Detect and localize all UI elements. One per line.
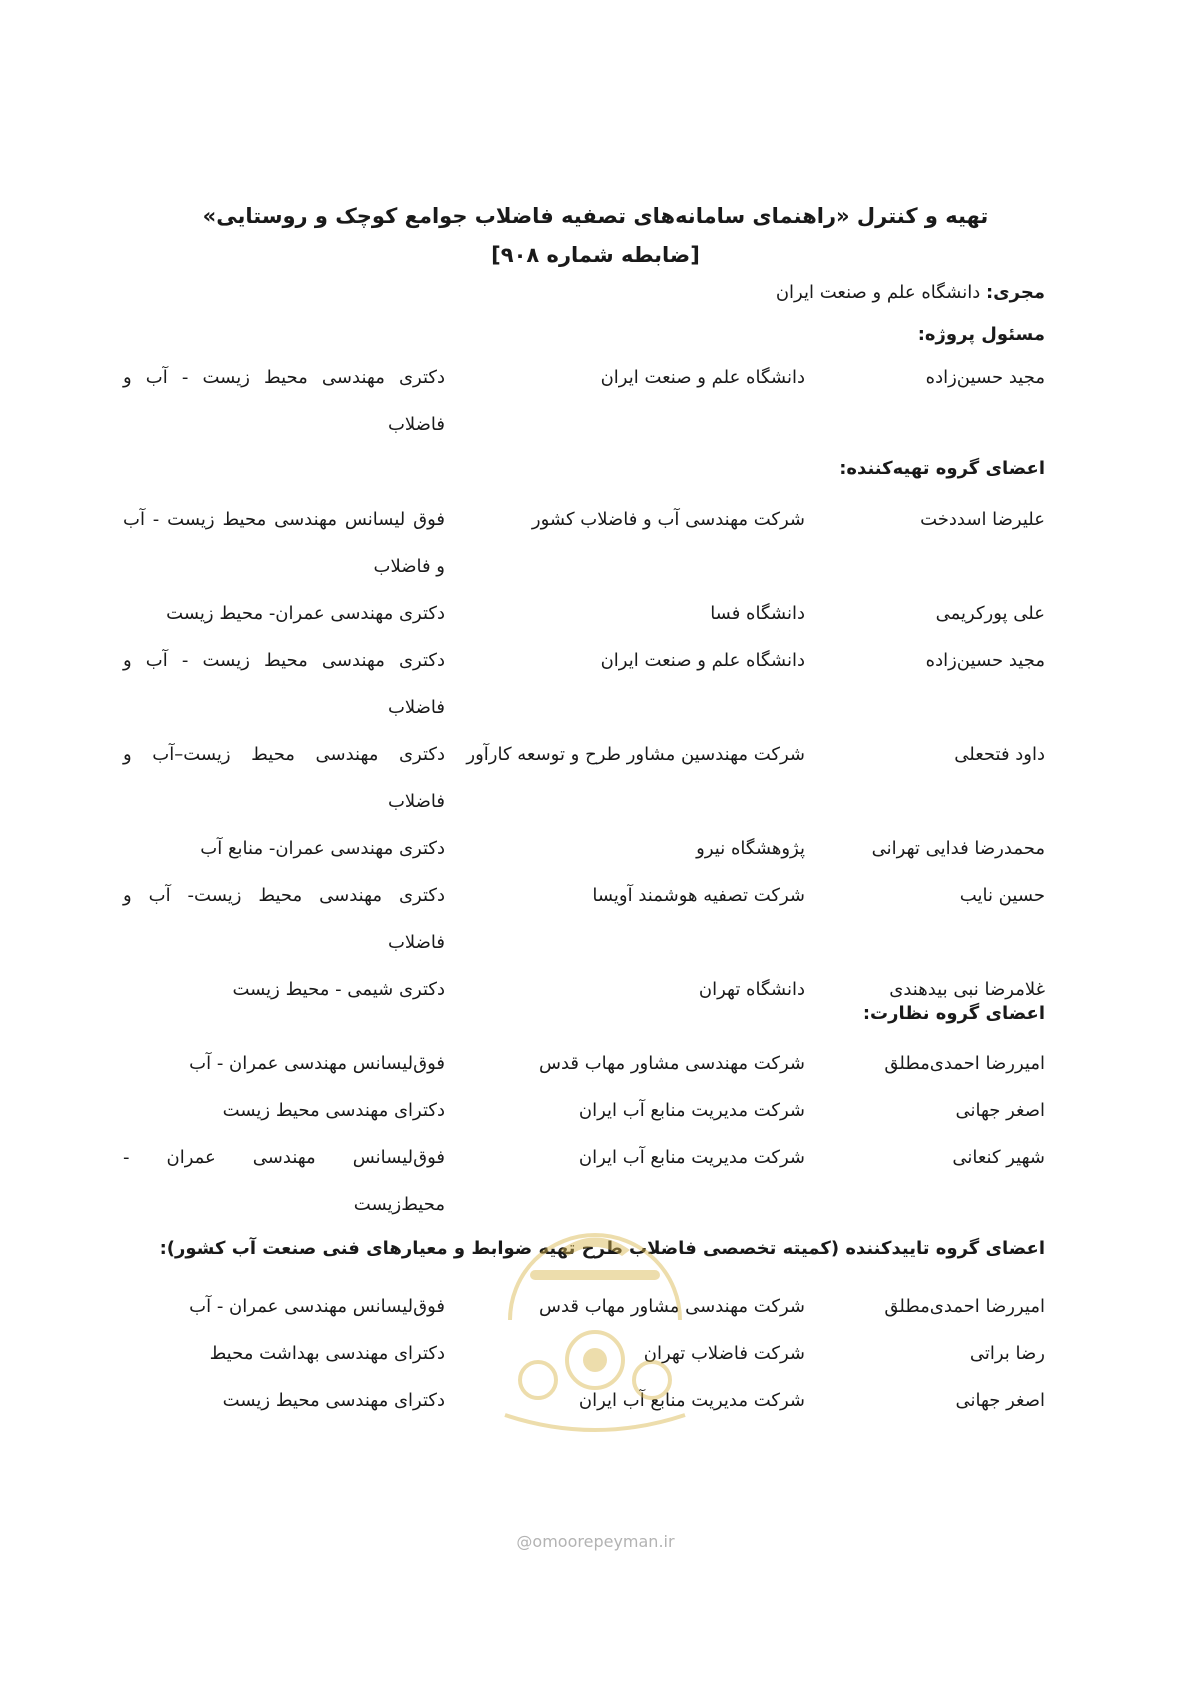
member-degree: فوق‌لیسانس مهندسی عمران - آب bbox=[189, 1296, 445, 1317]
member-degree: دکتری شیمی - محیط زیست bbox=[232, 979, 445, 1000]
member-name: شهیر کنعانی bbox=[952, 1147, 1045, 1168]
manager-heading: مسئول پروژه: bbox=[917, 324, 1045, 345]
member-name: حسین نایب bbox=[959, 885, 1045, 906]
member-name: رضا براتی bbox=[969, 1343, 1045, 1364]
member-name: مجید حسین‌زاده bbox=[925, 650, 1045, 671]
supervisors-table bbox=[0, 1040, 1191, 1228]
member-name: مجید حسین‌زاده bbox=[925, 367, 1045, 388]
standard-number: [ضابطه شماره ۹۰۸] bbox=[491, 243, 700, 267]
watermark-url: @omoorepeyman.ir bbox=[516, 1532, 675, 1551]
member-organization: دانشگاه علم و صنعت ایران bbox=[600, 650, 805, 671]
member-degree: دکترای مهندسی محیط زیست bbox=[222, 1390, 445, 1411]
member-degree: دکتری مهندسی عمران- محیط زیست bbox=[166, 603, 445, 624]
member-organization: شرکت فاضلاب تهران bbox=[643, 1343, 805, 1364]
member-name: اصغر جهانی bbox=[955, 1100, 1045, 1121]
member-name: اصغر جهانی bbox=[955, 1390, 1045, 1411]
table-row bbox=[0, 590, 1191, 637]
member-organization: شرکت مهندسی مشاور مهاب قدس bbox=[538, 1296, 805, 1317]
implementer-line bbox=[776, 282, 1045, 303]
member-organization: شرکت مدیریت منابع آب ایران bbox=[578, 1100, 805, 1121]
document-title: تهیه و کنترل «راهنمای سامانه‌های تصفیه فاضلاب جوامع کوچک و روستایی» bbox=[202, 204, 989, 228]
member-degree: دکتری مهندسی محیط زیست- آب و فاضلاب bbox=[123, 885, 445, 953]
preparers-heading: اعضای گروه تهیه‌کننده: bbox=[839, 458, 1045, 479]
preparers-table bbox=[0, 496, 1191, 1013]
member-organization: دانشگاه علم و صنعت ایران bbox=[600, 367, 805, 388]
member-organization: شرکت مهندسی مشاور مهاب قدس bbox=[538, 1053, 805, 1074]
manager-table bbox=[0, 354, 1191, 448]
member-name: امیررضا احمدی‌مطلق bbox=[884, 1053, 1045, 1074]
table-row bbox=[0, 354, 1191, 448]
member-organization: شرکت مهندسین مشاور طرح و توسعه کارآور bbox=[466, 744, 805, 765]
member-organization: شرکت مهندسی آب و فاضلاب کشور bbox=[531, 509, 805, 530]
member-organization: دانشگاه تهران bbox=[698, 979, 805, 1000]
table-row bbox=[0, 872, 1191, 966]
implementer-label: مجری: bbox=[985, 282, 1045, 303]
member-name: علیرضا اسددخت bbox=[920, 509, 1045, 530]
member-degree: دکترای مهندسی بهداشت محیط bbox=[209, 1343, 445, 1364]
member-name: امیررضا احمدی‌مطلق bbox=[884, 1296, 1045, 1317]
member-name: غلامرضا نبی بیدهندی bbox=[889, 979, 1045, 1000]
member-degree: دکتری مهندسی عمران- منابع آب bbox=[200, 838, 445, 859]
table-row bbox=[0, 1040, 1191, 1087]
implementer-value: دانشگاه علم و صنعت ایران bbox=[775, 282, 986, 303]
member-degree: دکترای مهندسی محیط زیست bbox=[222, 1100, 445, 1121]
table-row bbox=[0, 496, 1191, 590]
approvers-heading: اعضای گروه تاییدکننده (کمیته تخصصی فاضلاب طرح تهیه ضوابط و معیارهای فنی صنعت آب کشور): bbox=[159, 1238, 1045, 1259]
member-degree: فوق‌لیسانس مهندسی عمران - آب bbox=[189, 1053, 445, 1074]
member-organization: شرکت مدیریت منابع آب ایران bbox=[578, 1390, 805, 1411]
member-degree: دکتری مهندسی محیط زیست - آب و فاضلاب bbox=[123, 367, 445, 435]
table-row bbox=[0, 731, 1191, 825]
seal-logo-icon bbox=[490, 1210, 700, 1450]
member-degree: فوق‌لیسانس مهندسی عمران - محیط‌زیست bbox=[123, 1147, 445, 1215]
member-organization: دانشگاه فسا bbox=[710, 603, 805, 624]
member-organization: شرکت تصفیه هوشمند آویسا bbox=[592, 885, 805, 906]
member-degree: دکتری مهندسی محیط زیست–آب و فاضلاب bbox=[123, 744, 445, 812]
supervisors-heading: اعضای گروه نظارت: bbox=[862, 1003, 1045, 1024]
member-organization: شرکت مدیریت منابع آب ایران bbox=[578, 1147, 805, 1168]
member-organization: پژوهشگاه نیرو bbox=[696, 838, 805, 859]
member-degree: دکتری مهندسی محیط زیست - آب و فاضلاب bbox=[123, 650, 445, 718]
table-row bbox=[0, 1087, 1191, 1134]
member-name: علی پورکریمی bbox=[935, 603, 1045, 624]
table-row bbox=[0, 637, 1191, 731]
member-degree: فوق لیسانس مهندسی محیط زیست - آب و فاضلاب bbox=[123, 509, 445, 577]
member-name: محمدرضا فدایی تهرانی bbox=[871, 838, 1045, 859]
member-name: داود فتحعلی bbox=[954, 744, 1045, 765]
table-row bbox=[0, 825, 1191, 872]
